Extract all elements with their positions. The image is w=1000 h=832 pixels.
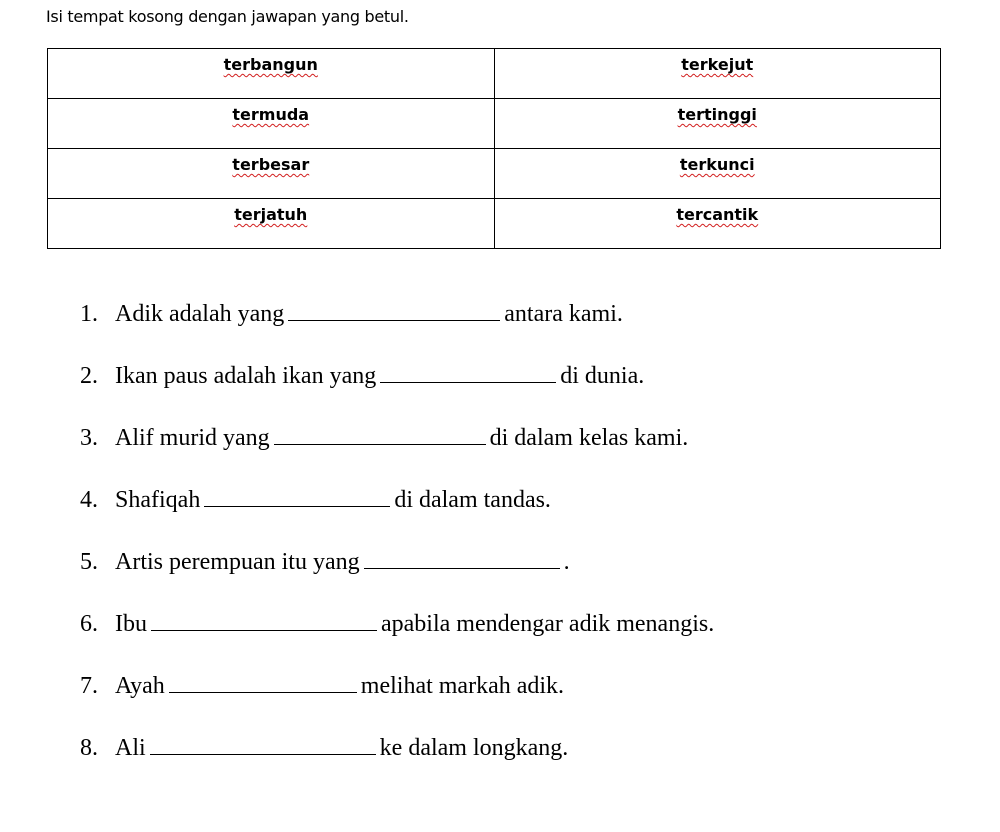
question-number: 3. — [80, 425, 98, 451]
question-text-before: Ibu — [115, 611, 147, 637]
table-row — [48, 149, 941, 199]
word-cell: tertinggi — [494, 99, 941, 149]
question-item — [80, 542, 714, 604]
question-text-before: Ikan paus adalah ikan yang — [115, 363, 377, 389]
instruction-text: Isi tempat kosong dengan jawapan yang betul. — [46, 7, 409, 26]
table-row — [48, 199, 941, 249]
answer-blank[interactable] — [169, 666, 357, 693]
question-text-after: di dalam tandas. — [394, 487, 551, 513]
question-number: 6. — [80, 611, 98, 637]
word-bank-table — [47, 48, 941, 249]
question-list — [80, 294, 714, 790]
word-cell: termuda — [48, 99, 495, 149]
answer-blank[interactable] — [380, 356, 556, 383]
word-cell: terbangun — [48, 49, 495, 99]
question-text-after: melihat markah adik. — [360, 673, 565, 699]
table-row — [48, 99, 941, 149]
answer-blank[interactable] — [150, 728, 376, 755]
answer-blank[interactable] — [274, 418, 486, 445]
question-text-after: apabila mendengar adik menangis. — [381, 611, 715, 637]
word-cell: terbesar — [48, 149, 495, 199]
question-text-before: Adik adalah yang — [115, 301, 285, 327]
question-number: 2. — [80, 363, 98, 389]
question-text-after: di dunia. — [560, 363, 645, 389]
word-cell: terjatuh — [48, 199, 495, 249]
question-item — [80, 356, 714, 418]
question-number: 1. — [80, 301, 98, 327]
answer-blank[interactable] — [204, 480, 390, 507]
table-row — [48, 49, 941, 99]
question-item — [80, 418, 714, 480]
question-text-before: Alif murid yang — [115, 425, 270, 451]
word-cell: tercantik — [494, 199, 941, 249]
question-item — [80, 294, 714, 356]
question-number: 7. — [80, 673, 98, 699]
word-cell: terkejut — [494, 49, 941, 99]
question-text-before: Ali — [115, 735, 146, 761]
answer-blank[interactable] — [151, 604, 377, 631]
question-text-after: . — [563, 549, 570, 575]
question-text-after: ke dalam longkang. — [379, 735, 569, 761]
question-item — [80, 480, 714, 542]
answer-blank[interactable] — [288, 294, 500, 321]
question-number: 4. — [80, 487, 98, 513]
question-text-after: di dalam kelas kami. — [489, 425, 689, 451]
answer-blank[interactable] — [364, 542, 560, 569]
question-text-after: antara kami. — [504, 301, 623, 327]
question-text-before: Shafiqah — [115, 487, 201, 513]
question-text-before: Artis perempuan itu yang — [115, 549, 360, 575]
question-text-before: Ayah — [115, 673, 165, 699]
question-item — [80, 604, 714, 666]
question-number: 5. — [80, 549, 98, 575]
word-cell: terkunci — [494, 149, 941, 199]
question-item — [80, 728, 714, 790]
question-number: 8. — [80, 735, 98, 761]
question-item — [80, 666, 714, 728]
